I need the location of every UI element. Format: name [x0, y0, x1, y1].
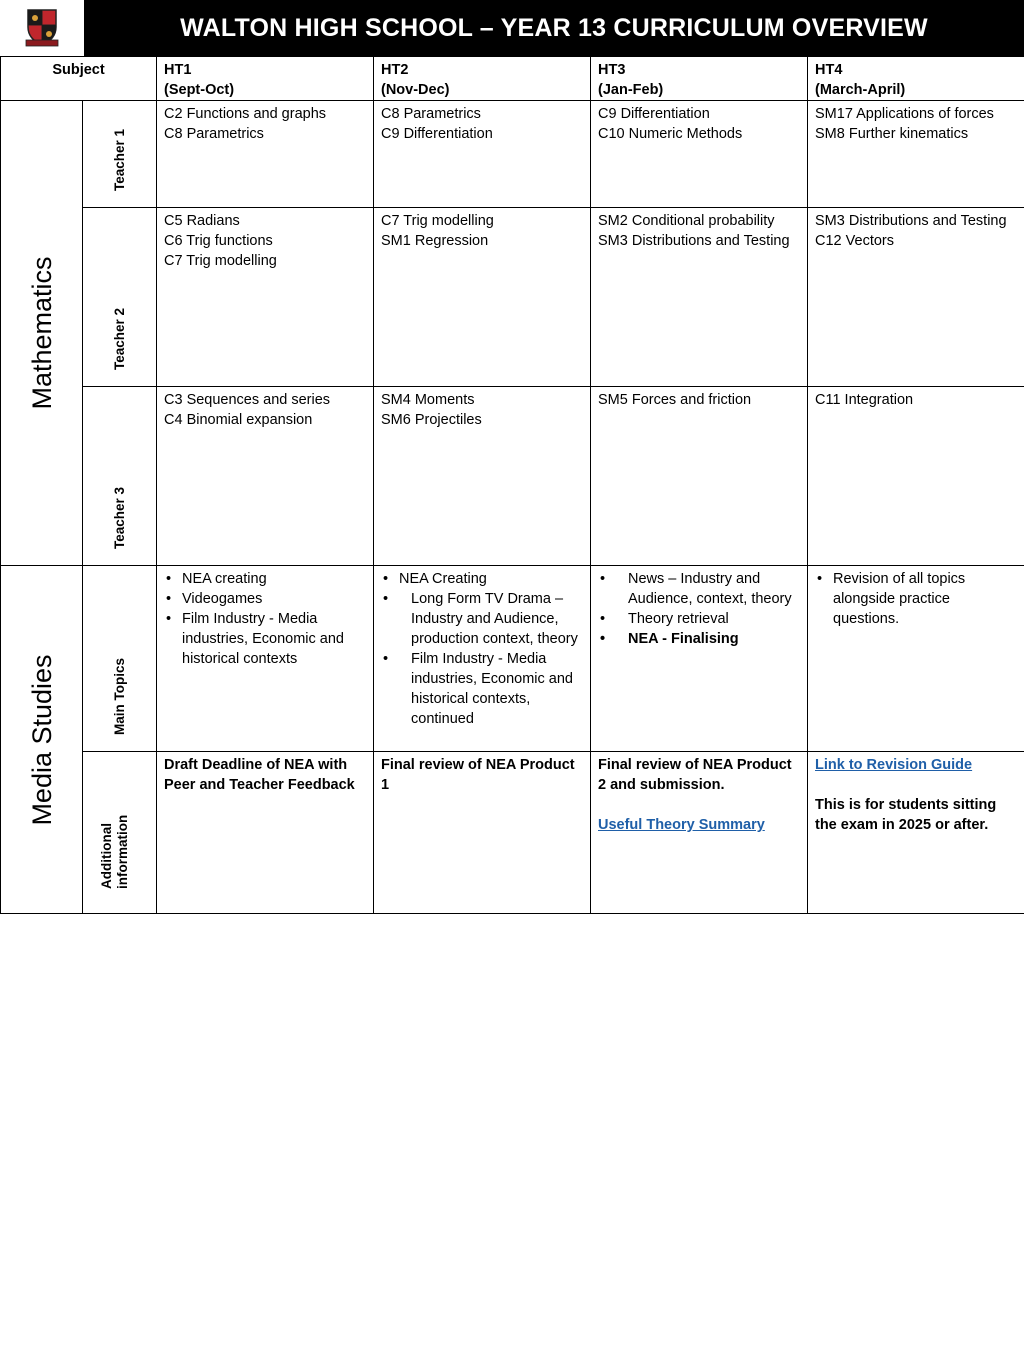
list-item: • News – Industry and Audience, context, theory: [598, 569, 800, 609]
additional-label: Additional information: [99, 814, 131, 889]
media-topics-ht2: [374, 566, 591, 752]
topic: C2 Functions and graphs: [164, 106, 327, 122]
topic: SM4 Moments: [381, 392, 475, 408]
topic-list: [815, 569, 1017, 629]
main-topics-label: Main Topics: [111, 657, 127, 735]
ht1-period: (Sept-Oct): [164, 82, 235, 98]
ht2-name: HT2: [381, 62, 409, 78]
math-t2-ht1: [157, 208, 374, 387]
topic: C3 Sequences and series: [164, 392, 331, 408]
page-header: [0, 0, 1024, 57]
math-t2-ht2: [374, 208, 591, 387]
topic: C9 Differentiation: [598, 106, 710, 122]
subject-header: Subject: [1, 57, 157, 101]
media-additional-ht4: [808, 752, 1024, 914]
ht4-name: HT4: [815, 62, 843, 78]
topic: SM5 Forces and friction: [598, 392, 752, 408]
list-item: • Theory retrieval: [598, 609, 800, 629]
teacher2-label: Teacher 2: [111, 307, 127, 370]
topic: SM2 Conditional probability: [598, 213, 775, 229]
logo-container: [0, 0, 84, 57]
math-t1-ht2: [374, 101, 591, 208]
topic: C9 Differentiation: [381, 126, 493, 142]
spacer: [815, 775, 1017, 795]
topic: C4 Binomial expansion: [164, 412, 313, 428]
ht2-header: [374, 57, 591, 101]
ht2-period: (Nov-Dec): [381, 82, 450, 98]
media-subject-cell: [1, 566, 83, 914]
media-topics-ht4: [808, 566, 1024, 752]
topic: SM3 Distributions and Testing: [815, 213, 1007, 229]
header-row: [1, 57, 1024, 101]
media-additional-row: [1, 752, 1024, 914]
math-t1-ht1: [157, 101, 374, 208]
teacher3-label-cell: [83, 387, 157, 566]
additional-text: Final review of NEA Product 2 and submission.: [598, 757, 792, 793]
topic: C7 Trig modelling: [164, 253, 277, 269]
math-subject-label: Mathematics: [26, 256, 57, 410]
list-item: • NEA creating: [164, 569, 366, 589]
topic-list: [164, 569, 366, 669]
math-t2-ht4: [808, 208, 1024, 387]
media-subject-label: Media Studies: [26, 653, 57, 826]
page-title: WALTON HIGH SCHOOL – YEAR 13 CURRICULUM OVERVIEW: [180, 14, 928, 42]
ht4-period: (March-April): [815, 82, 906, 98]
topic: C8 Parametrics: [381, 106, 481, 122]
topic-list: [381, 569, 583, 729]
list-item: • NEA Creating: [381, 569, 583, 589]
ht3-header: [591, 57, 808, 101]
media-additional-ht2: Final review of NEA Product 1: [374, 752, 591, 914]
math-teacher2-row: [1, 208, 1024, 387]
list-item: • Film Industry - Media industries, Economic and historical contexts: [164, 609, 366, 669]
topic: SM3 Distributions and Testing: [598, 233, 790, 249]
math-teacher3-row: [1, 387, 1024, 566]
list-item: • Videogames: [164, 589, 366, 609]
topic: SM17 Applications of forces: [815, 106, 994, 122]
media-additional-ht3: [591, 752, 808, 914]
ht1-name: HT1: [164, 62, 192, 78]
media-topics-ht3: [591, 566, 808, 752]
ht4-header: [808, 57, 1024, 101]
math-teacher1-row: [1, 101, 1024, 208]
media-topics-ht1: [157, 566, 374, 752]
topic: C6 Trig functions: [164, 233, 273, 249]
revision-guide-link[interactable]: Link to Revision Guide: [815, 757, 973, 773]
math-t1-ht3: [591, 101, 808, 208]
topic: SM8 Further kinematics: [815, 126, 969, 142]
ht1-header: [157, 57, 374, 101]
math-t3-ht3: [591, 387, 808, 566]
topic: C5 Radians: [164, 213, 240, 229]
list-item: • Long Form TV Drama – Industry and Audience, production context, theory: [381, 589, 583, 649]
topic: C7 Trig modelling: [381, 213, 494, 229]
ht3-name: HT3: [598, 62, 626, 78]
additional-label-cell: [83, 752, 157, 914]
topic: SM6 Projectiles: [381, 412, 482, 428]
topic: C11 Integration: [815, 392, 914, 408]
math-t2-ht3: [591, 208, 808, 387]
teacher2-label-cell: [83, 208, 157, 387]
topic-list: [598, 569, 800, 649]
exam-note: This is for students sitting the exam in 2025 or after.: [815, 797, 997, 833]
list-item: • NEA - Finalising: [598, 629, 800, 649]
media-additional-ht1: Draft Deadline of NEA with Peer and Teacher Feedback: [157, 752, 374, 914]
curriculum-table: [0, 56, 1024, 914]
teacher1-label: Teacher 1: [111, 128, 127, 191]
ht3-period: (Jan-Feb): [598, 82, 664, 98]
school-crest-icon: [24, 7, 60, 49]
math-t3-ht2: [374, 387, 591, 566]
math-t1-ht4: [808, 101, 1024, 208]
topic: C10 Numeric Methods: [598, 126, 743, 142]
topic: C12 Vectors: [815, 233, 894, 249]
media-main-topics-row: [1, 566, 1024, 752]
topic: SM1 Regression: [381, 233, 489, 249]
list-item: • Film Industry - Media industries, Economic and historical contexts, continued: [381, 649, 583, 729]
spacer: [598, 795, 800, 815]
teacher3-label: Teacher 3: [111, 486, 127, 549]
main-topics-label-cell: [83, 566, 157, 752]
list-item: • Revision of all topics alongside practice questions.: [815, 569, 1017, 629]
useful-theory-summary-link[interactable]: Useful Theory Summary: [598, 817, 765, 833]
math-subject-cell: [1, 101, 83, 566]
topic: C8 Parametrics: [164, 126, 264, 142]
teacher1-label-cell: [83, 101, 157, 208]
math-t3-ht4: [808, 387, 1024, 566]
math-t3-ht1: [157, 387, 374, 566]
